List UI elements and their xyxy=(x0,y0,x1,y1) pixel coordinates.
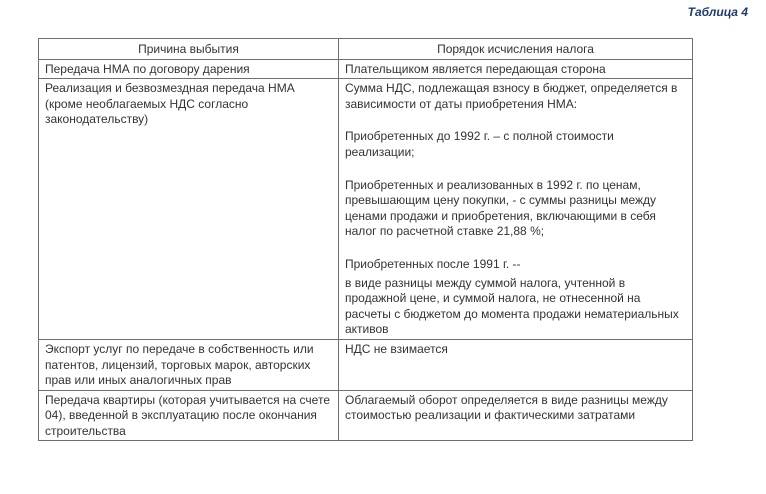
reason-cell: Экспорт услуг по передаче в собственность или патентов, лицензий, торговых марок, авторских прав или иных аналогичных прав xyxy=(39,339,339,390)
procedure-text: в виде разницы между суммой налога, учтенной в продажной цене, и суммой налога, не отнесенной на расчеты с бюджетом до момента продажи нематериальных активов xyxy=(345,275,679,337)
procedure-cell xyxy=(339,79,693,340)
reason-cell: Реализация и безвозмездная передача НМА (кроме необлагаемых НДС согласно законодательству) xyxy=(39,79,339,340)
reason-cell: Передача НМА по договору дарения xyxy=(39,59,339,79)
procedure-cell xyxy=(339,339,693,390)
procedure-text: Сумма НДС, подлежащая взносу в бюджет, определяется в зависимости от даты приобретения НМА: xyxy=(345,81,678,111)
procedure-text: Приобретенных после 1991 г. -- xyxy=(345,256,521,271)
procedure-cell xyxy=(339,390,693,441)
table-row xyxy=(39,390,693,441)
procedure-text: НДС не взимается xyxy=(345,341,448,356)
procedure-cell xyxy=(339,59,693,79)
procedure-text: Приобретенных и реализованных в 1992 г. по ценам, превышающим цену покупки, - с суммы разницы между ценами продажи и приобретения, включающими в себя налог по расчетной ставке 21,88 %; xyxy=(345,177,657,239)
reason-cell: Передача квартиры (которая учитывается на счете 04), введенной в эксплуатацию после окончания строительства xyxy=(39,390,339,441)
table-row xyxy=(39,339,693,390)
procedure-text: Плательщиком является передающая сторона xyxy=(345,61,606,76)
table-row xyxy=(39,59,693,79)
column-header-procedure: Порядок исчисления налога xyxy=(339,39,693,60)
tax-table xyxy=(38,38,693,441)
table-row xyxy=(39,79,693,340)
column-header-reason: Причина выбытия xyxy=(39,39,339,60)
procedure-text: Облагаемый оборот определяется в виде разницы между стоимостью реализации и фактическими затратами xyxy=(345,392,668,423)
table-caption: Таблица 4 xyxy=(687,5,748,19)
table-header-row xyxy=(39,39,693,60)
procedure-text: Приобретенных до 1992 г. – с полной стоимости реализации; xyxy=(345,129,614,159)
